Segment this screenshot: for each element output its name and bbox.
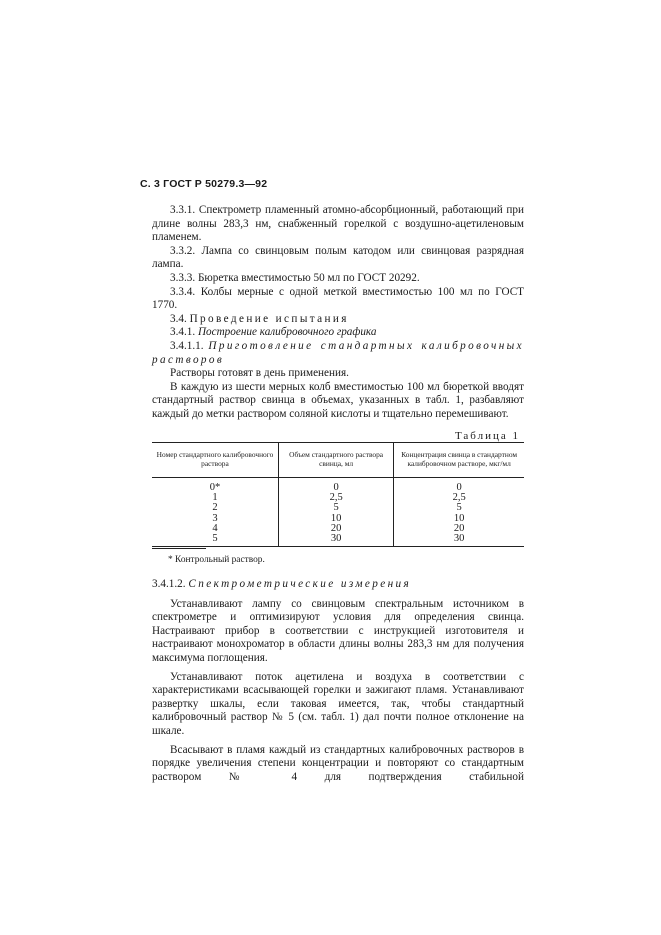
table-caption: Таблица 1 (454, 430, 520, 442)
item-3-3-4: 3.3.4. Колбы мерные с одной меткой вместимостью 100 мл по ГОСТ 1770. (152, 285, 524, 312)
heading-3-4-1-2-title: Спектрометрические измерения (188, 578, 412, 590)
table-cell: 5 (278, 503, 393, 513)
heading-3-4-1-1-title: Приготовление стандартных калибровочных растворов (152, 339, 525, 366)
column-header-concentration: Концентрация свинца в стандартном калибровочном растворе, мкг/мл (394, 443, 524, 478)
heading-3-4-1 (152, 326, 524, 340)
table-cell: 4 (212, 522, 218, 534)
table-cell: 10 (278, 514, 393, 524)
paragraph-lamp: Устанавливают лампу со свинцовым спектральным источником в спектрометре и оптимизируют условия для определения свинца. Настраивают прибор в соответствии с инструкцией изготовителя и настраивают монохроматор в области длины волны 283,3 нм для получения максимума поглощения. (152, 597, 524, 664)
table-cell: 0 (394, 478, 524, 494)
heading-3-4-1-title: Построение калибровочного графика (197, 326, 377, 339)
heading-3-4 (152, 313, 524, 327)
heading-3-4-title: Проведение испытания (189, 312, 349, 325)
table-cell: 10 (394, 514, 524, 524)
heading-3-4-1-2 (152, 578, 524, 592)
footnote-divider (152, 548, 206, 549)
paragraph-flasks: В каждую из шести мерных колб вместимостью 100 мл бюреткой вводят стандартный раствор свинца в объемах, указанных в табл. 1, разбавляют каждый до метки раствором соляной кислоты и тщательно перемешивают. (152, 380, 524, 420)
item-3-3-3: 3.3.3. Бюретка вместимостью 50 мл по ГОСТ 20292. (170, 271, 420, 284)
table-cell: 0* (209, 482, 221, 494)
column-header-volume: Объем стандартного раствора свинца, мл (278, 443, 393, 478)
table-cell: 0 (278, 478, 393, 494)
table-cell: 30 (394, 534, 524, 547)
table-cell: 5 (394, 503, 524, 513)
page-header: С. 3 ГОСТ Р 50279.3—92 (140, 178, 268, 190)
table-row (152, 534, 524, 547)
table-cell: 5 (152, 534, 278, 547)
paragraph-aspirate: Всасывают в пламя каждый из стандартных калибровочных растворов в порядке увеличения степени концентрации и повторяют со стандартным раствором № 4 для подтверждения стабильной (152, 743, 524, 783)
table-cell: 20 (278, 524, 393, 534)
calibration-table (152, 442, 524, 547)
table-header-row (152, 443, 524, 478)
equipment-section (152, 204, 524, 422)
table-cell: 2,5 (394, 493, 524, 503)
column-header-number: Номер стандартного калибровочного раствора (152, 443, 278, 478)
heading-3-4-number: 3.4. (170, 312, 187, 325)
table-cell: 1 (212, 492, 218, 504)
paragraph-flame: Устанавливают поток ацетилена и воздуха в соответствии с характеристиками всасывающей горелки и зажигают пламя. Устанавливают развертку шкалы, если таковая имеется, так, чтобы стандартный калибровочный раствор № 5 (см. табл. 1) дал почти полное отклонение на шкале. (152, 670, 524, 737)
table-cell: 3 (212, 512, 218, 524)
item-3-3-1: 3.3.1. Спектрометр пламенный атомно-абсорбционный, работающий при длине волны 283,3 нм, снабженный горелкой с воздушно-ацетиленовым пламенем. (152, 204, 524, 244)
paragraph-prepare: Растворы готовят в день применения. (170, 367, 349, 380)
table-cell: 2,5 (278, 493, 393, 503)
measurement-section (152, 578, 524, 784)
heading-3-4-1-2-number: 3.4.1.2. (152, 578, 186, 590)
table-cell: 20 (394, 524, 524, 534)
table-row (152, 478, 524, 494)
heading-3-4-1-1-number: 3.4.1.1. (170, 339, 204, 352)
footnote: * Контрольный раствор. (168, 555, 265, 565)
heading-3-4-1-1 (152, 340, 524, 367)
table-cell: 30 (278, 534, 393, 547)
table-cell: 2 (212, 502, 218, 514)
item-3-3-2: 3.3.2. Лампа со свинцовым полым катодом или свинцовая разрядная лампа. (152, 244, 524, 271)
heading-3-4-1-number: 3.4.1. (170, 326, 196, 339)
